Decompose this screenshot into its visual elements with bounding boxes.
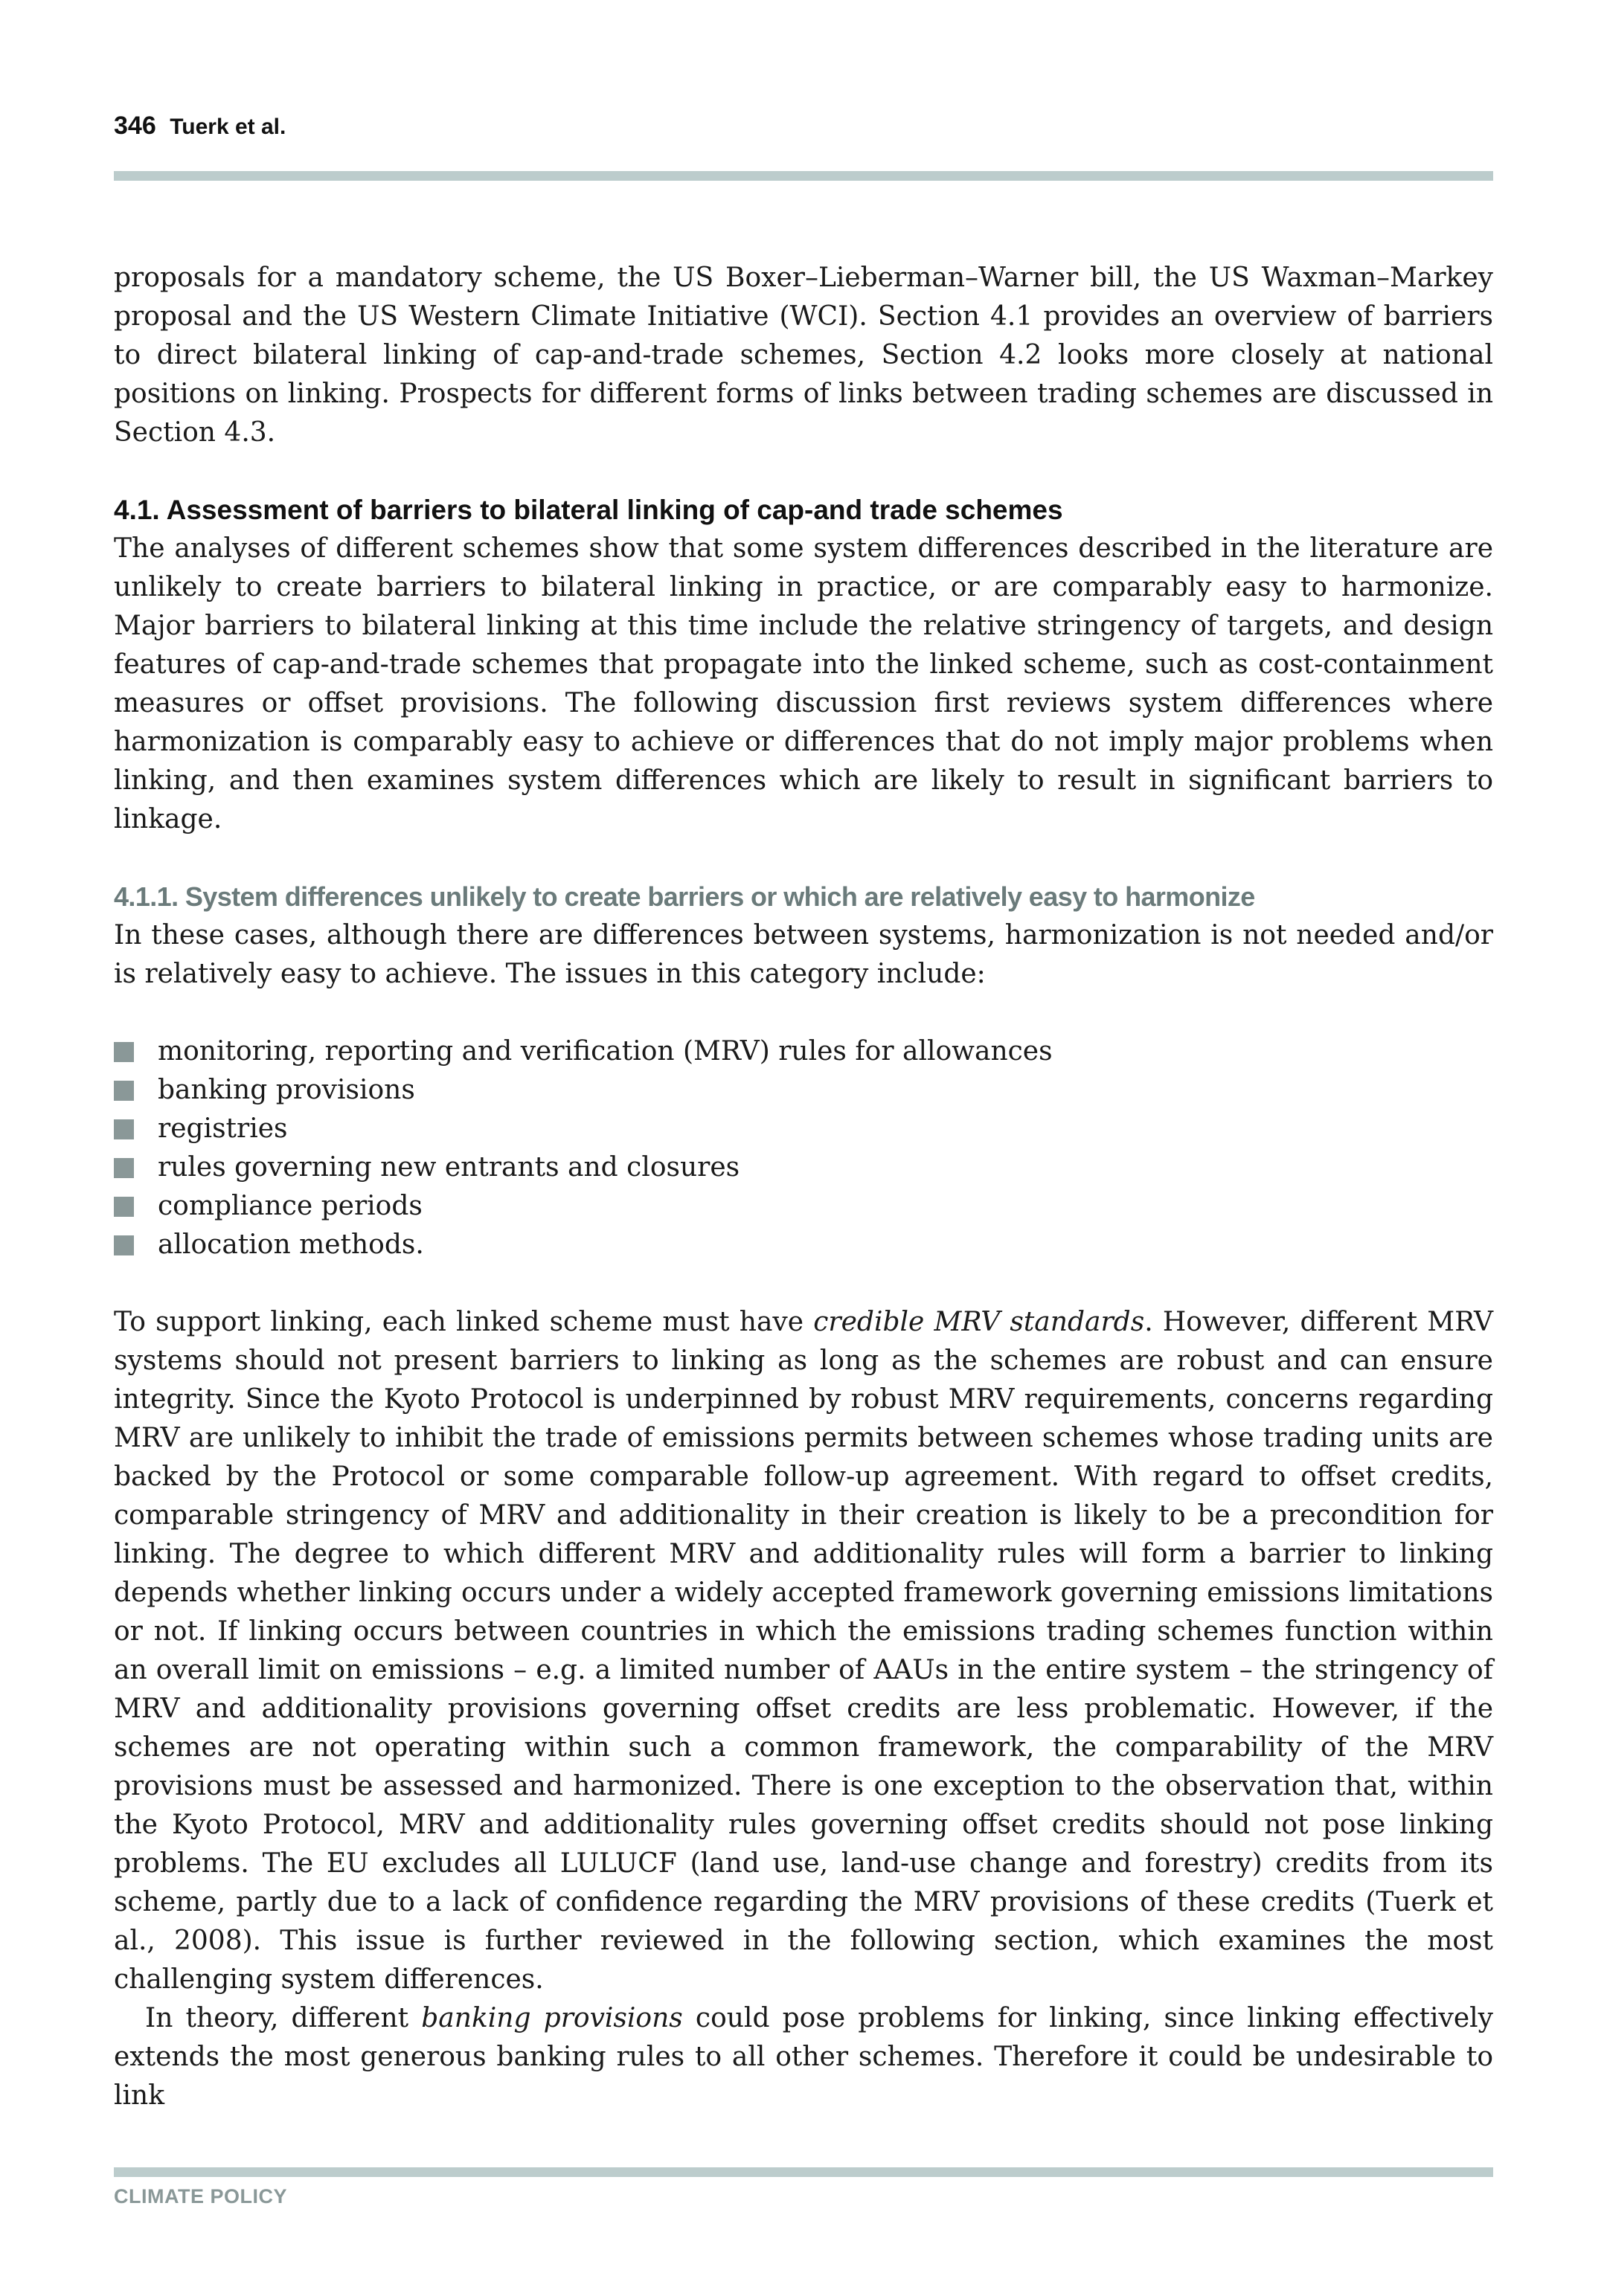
mrv-text-before: To support linking, each linked scheme must have	[114, 1307, 814, 1337]
page-number: 346	[114, 112, 156, 140]
square-bullet-icon	[114, 1042, 134, 1062]
list-item	[114, 1187, 1493, 1226]
banking-text-after: could pose problems for linking, since linking effectively extends the most generous banking rules to all other schemes. Therefore it could be undesirable to link	[114, 2003, 1494, 2111]
journal-name: CLIMATE POLICY	[114, 2185, 287, 2207]
list-item-text: compliance periods	[158, 1191, 423, 1221]
square-bullet-icon	[114, 1081, 134, 1101]
list-item-text: monitoring, reporting and verification (MRV) rules for allowances	[158, 1036, 1053, 1067]
mrv-paragraph	[114, 1303, 1493, 1999]
list-item-text: registries	[158, 1113, 288, 1144]
square-bullet-icon	[114, 1119, 134, 1139]
running-title: Tuerk et al.	[170, 115, 286, 139]
list-item	[114, 1071, 1493, 1110]
mrv-text-after: . However, different MRV systems should not present barriers to linking as long as the schemes are robust and can ensure integrity. Since the Kyoto Protocol is underpinned by robust MRV requirements, concerns regarding MRV are unlikely to inhibit the trade of emissions permits between schemes whose trading units are backed by the Protocol or some comparable follow-up agreement. With regard to offset credits, comparable stringency of MRV and additionality in their creation is likely to be a precondition for linking. The degree to which different MRV and additionality rules will form a barrier to linking depends whether linking occurs under a widely accepted framework governing emissions limitations or not. If linking occurs between countries in which the emissions trading schemes function within an overall limit on emissions – e.g. a limited number of AAUs in the entire system – the stringency of MRV and additionality provisions governing offset credits are less problematic. However, if the schemes are not operating within such a common framework, the comparability of the MRV provisions must be assessed and harmonized. There is one exception to the observation that, within the Kyoto Protocol, MRV and additionality rules governing offset credits should not pose linking problems. The EU excludes all LULUCF (land use, land-use change and forestry) credits from its scheme, partly due to a lack of confidence regarding the MRV provisions of these credits (Tuerk et al., 2008). This issue is further reviewed in the following section, which examines the most challenging system differences.	[114, 1307, 1493, 1995]
square-bullet-icon	[114, 1197, 134, 1217]
mrv-emphasis: credible MRV standards	[813, 1307, 1145, 1337]
article-body	[114, 259, 1493, 2115]
running-head	[114, 112, 286, 141]
list-item-text: rules governing new entrants and closures	[158, 1152, 740, 1183]
banking-text-before: In theory, different	[145, 2003, 422, 2033]
banking-paragraph	[114, 1999, 1493, 2115]
square-bullet-icon	[114, 1235, 134, 1255]
section-4-1-paragraph: The analyses of different schemes show that some system differences described in the literature are unlikely to create barriers to bilateral linking in practice, or are comparably easy to harmonize. Major barriers to bilateral linking at this time include the relative stringency of targets, and design features of cap-and-trade schemes that propagate into the linked scheme, such as cost-containment measures or offset provisions. The following discussion first reviews system differences where harmonization is comparably easy to achieve or differences that do not imply major problems when linking, and then examines system differences which are likely to result in significant barriers to linkage.	[114, 533, 1493, 835]
list-item-text: banking provisions	[158, 1075, 415, 1105]
list-item	[114, 1110, 1493, 1148]
intro-paragraph: proposals for a mandatory scheme, the US Boxer–Lieberman–Warner bill, the US Waxman–Markey proposal and the US Western Climate Initiative (WCI). Section 4.1 provides an overview of barriers to direct bilateral linking of cap-and-trade schemes, Section 4.2 looks more closely at national positions on linking. Prospects for different forms of links between trading schemes are discussed in Section 4.3.	[114, 263, 1493, 448]
subsection-heading-4-1-1: 4.1.1. System differences unlikely to create barriers or which are relatively easy to harmonize	[114, 881, 1255, 912]
subsection-4-1-1-intro: In these cases, although there are differences between systems, harmonization is not needed and/or is relatively easy to achieve. The issues in this category include:	[114, 920, 1493, 989]
list-item	[114, 1032, 1493, 1071]
list-item-text: allocation methods.	[158, 1229, 424, 1260]
header-rule	[114, 171, 1493, 181]
banking-emphasis: banking provisions	[421, 2003, 683, 2033]
list-item	[114, 1148, 1493, 1187]
square-bullet-icon	[114, 1158, 134, 1178]
footer-rule	[114, 2167, 1493, 2177]
list-item	[114, 1226, 1493, 1264]
section-heading-4-1: 4.1. Assessment of barriers to bilateral linking of cap-and trade schemes	[114, 495, 1063, 525]
issues-list	[114, 1032, 1493, 1264]
